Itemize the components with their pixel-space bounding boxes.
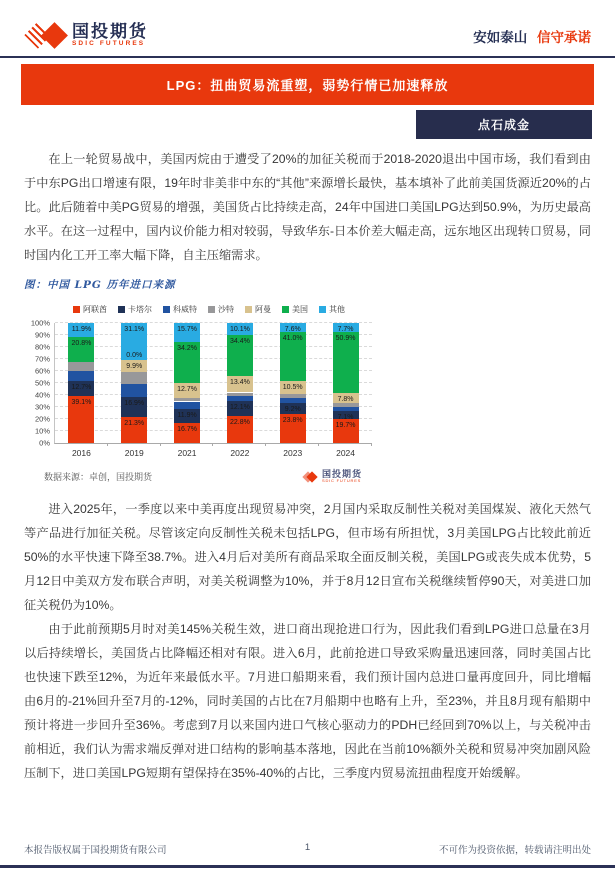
bar-segment bbox=[121, 372, 147, 384]
x-axis-tick-label: 2022 bbox=[230, 448, 250, 458]
data-label: 22.8% bbox=[229, 418, 250, 426]
slogan-left: 安如泰山 bbox=[473, 30, 528, 45]
paragraph-3: 由于此前预期5月时对美145%关税生效，进口商出现抢进口行为，因此我们看到LPG进口总量在3月以后持续增长，美国货占比降幅还相对有限。进入6月，此前抢进口导致采购量迅速回落，同时美国占比也快速下跌至12%，为近年来最低水平。7月进口船期来看，我们预计国内总进口量再度回升，同比增幅由6月的-21%回升至7月的-12%，同时美国的占比在7月船期中也略有上升，至23%，并且8月现有船期中预计将进一步回升至36%。考虑到7月以来国内进口气核心驱动力的PDH已经回到70%以上，与关税冲击前相近，我们认为需求端反弹对进口结构的影响基本落地，因此在当前10%额外关税和贸易冲突加剧风险压制下，进口美国LPG短期有望保持在35%-40%的占比，三季度内贸易流扭曲程度开始缓解。 bbox=[24, 622, 591, 780]
data-label: 7.6% bbox=[284, 326, 301, 333]
legend-item bbox=[118, 304, 152, 315]
data-label: 39.1% bbox=[71, 399, 92, 407]
watermark-name-en: SDIC FUTURES bbox=[321, 478, 362, 483]
legend-item bbox=[73, 304, 107, 315]
legend-label: 卡塔尔 bbox=[128, 305, 152, 314]
bar-segment bbox=[227, 393, 253, 397]
data-label: 20.8% bbox=[71, 340, 92, 348]
bar-segment bbox=[68, 362, 94, 371]
data-label: 21.3% bbox=[124, 420, 145, 428]
x-axis-tick bbox=[371, 443, 372, 446]
figure-block bbox=[24, 277, 372, 483]
legend-swatch-icon bbox=[319, 306, 326, 313]
legend-swatch-icon bbox=[245, 306, 252, 313]
bar-segment bbox=[121, 384, 147, 397]
y-axis-tick-label: 100% bbox=[30, 318, 50, 328]
data-label: 31.1% bbox=[124, 326, 145, 333]
logo-name-cn: 国投期货 bbox=[72, 22, 148, 42]
legend-label: 阿联酋 bbox=[83, 305, 107, 314]
legend-label: 沙特 bbox=[218, 305, 234, 314]
y-axis-tick-label: 30% bbox=[34, 402, 50, 412]
stacked-bar bbox=[227, 323, 253, 443]
paragraph-1: 在上一轮贸易战中，美国丙烷由于遭受了20%的加征关税而于2018-2020退出中国市场，我们看到由于中东PG出口增速有限，19年时非美非中东的“其他”来源增长最快，基本填补了此前美国货源近20%的占比。此后随着中美PG贸易的增强，美国货占比持续走高，24年中国进口美国LPG达到50.9%，为历史最高水平。在这一过程中，国内议价能力相对较弱，导致华东-日本价差大幅走高，远东地区出现转口贸易，同时国内化工开工率大幅下降，自主压缩需求。 bbox=[24, 152, 591, 262]
data-label: 16.7% bbox=[177, 425, 197, 433]
legend-label: 阿曼 bbox=[255, 305, 271, 314]
chart-plot bbox=[54, 323, 372, 458]
legend-item bbox=[245, 304, 271, 315]
data-label: 16.9% bbox=[124, 400, 145, 408]
figure-caption: 图：中国 LPG 历年进口来源 bbox=[24, 279, 176, 291]
watermark-logo bbox=[304, 470, 362, 483]
data-label: 41.0% bbox=[282, 335, 303, 343]
x-axis-tick-label: 2024 bbox=[336, 448, 356, 458]
logo-diamond-icon bbox=[41, 22, 68, 49]
legend-label: 科威特 bbox=[173, 305, 197, 314]
data-label: 10.5% bbox=[282, 384, 303, 392]
data-label: 7.8% bbox=[337, 396, 354, 404]
legend-label: 其他 bbox=[329, 305, 345, 314]
bar-segment bbox=[280, 398, 306, 403]
y-axis-tick-label: 60% bbox=[34, 366, 50, 376]
bar-segment bbox=[280, 394, 306, 398]
data-label: 34.4% bbox=[229, 338, 250, 346]
data-label: 9.2% bbox=[284, 406, 301, 414]
stacked-bar bbox=[68, 323, 94, 443]
legend-swatch-icon bbox=[208, 306, 215, 313]
legend-item bbox=[319, 304, 345, 315]
legend-item bbox=[282, 304, 308, 315]
bar-segment bbox=[333, 407, 359, 411]
legend-swatch-icon bbox=[282, 306, 289, 313]
legend-swatch-icon bbox=[73, 306, 80, 313]
page-number: 1 bbox=[304, 842, 311, 853]
data-label: 13.4% bbox=[229, 379, 250, 387]
data-label: 34.2% bbox=[177, 344, 197, 352]
bar-segment bbox=[174, 402, 200, 409]
data-label: 11.9% bbox=[71, 326, 92, 333]
stacked-bar bbox=[174, 323, 200, 443]
chart-y-axis bbox=[24, 318, 54, 448]
bar-segment bbox=[174, 398, 200, 401]
y-axis-tick-label: 20% bbox=[34, 414, 50, 424]
page-footer bbox=[0, 842, 615, 856]
legend-item bbox=[208, 304, 234, 315]
x-axis-tick-label: 2019 bbox=[124, 448, 144, 458]
header-divider bbox=[0, 56, 615, 58]
legend-swatch-icon bbox=[163, 306, 170, 313]
data-label: 10.1% bbox=[229, 326, 250, 333]
data-label: 15.7% bbox=[177, 326, 197, 333]
slogan-right: 信守承诺 bbox=[537, 30, 591, 45]
y-axis-tick-label: 40% bbox=[34, 390, 50, 400]
x-axis-tick bbox=[265, 443, 266, 446]
legend-swatch-icon bbox=[118, 306, 125, 313]
data-label: 50.9% bbox=[335, 335, 356, 343]
bar-segment bbox=[68, 371, 94, 381]
y-axis-tick-label: 80% bbox=[34, 342, 50, 352]
paragraph-2: 进入2025年，一季度以来中美再度出现贸易冲突，2月国内采取反制性关税对美国煤炭、液化天然气等产品进行加征关税。尽管该定向反制性关税未包括LPG，但市场有所担忧，3月美国LPG占比较此前近50%的水平快速下降至38.7%。进入4月后对美所有商品采取全面反制关税，美国LPG或丧失成本优势，5月12日中美双方发布联合声明，对美关税调整为10%，并于8月12日宣布关税继续暂停90天，对美进口加征关税仍为10%。 bbox=[24, 502, 591, 612]
footer-disclaimer: 不可作为投资依据，转载请注明出处 bbox=[438, 845, 591, 856]
page-header bbox=[0, 0, 615, 56]
x-axis-tick-label: 2016 bbox=[71, 448, 91, 458]
x-axis-tick-label: 2023 bbox=[283, 448, 303, 458]
data-label: 12.7% bbox=[177, 385, 197, 393]
bar-column bbox=[319, 323, 372, 458]
column-badge: 点石成金 bbox=[416, 110, 592, 139]
stacked-bar bbox=[121, 323, 147, 443]
watermark-name-cn: 国投期货 bbox=[321, 469, 362, 479]
logo-name-en: SDIC FUTURES bbox=[72, 40, 146, 48]
legend-label: 美国 bbox=[292, 305, 308, 314]
report-body bbox=[0, 139, 615, 785]
data-label: 12.1% bbox=[229, 404, 250, 412]
data-source-note: 数据来源：卓创，国投期货 bbox=[44, 472, 153, 482]
company-slogan bbox=[473, 26, 591, 49]
chart-legend bbox=[46, 304, 372, 315]
y-axis-tick-label: 10% bbox=[34, 426, 50, 436]
data-label: 19.7% bbox=[335, 422, 356, 430]
x-axis-tick bbox=[318, 443, 319, 446]
stacked-bar bbox=[280, 323, 306, 443]
data-label: 7.7% bbox=[337, 326, 354, 333]
footer-divider bbox=[0, 865, 615, 868]
x-axis-tick bbox=[107, 443, 108, 446]
y-axis-tick-label: 0% bbox=[39, 438, 50, 448]
bar-column bbox=[108, 323, 161, 458]
y-axis-tick-label: 90% bbox=[34, 330, 50, 340]
x-axis-tick bbox=[160, 443, 161, 446]
data-label: 23.8% bbox=[282, 417, 303, 425]
data-label: 9.9% bbox=[126, 363, 143, 371]
bar-column bbox=[266, 323, 319, 458]
report-title-banner: LPG：扭曲贸易流重塑，弱势行情已加速释放 bbox=[21, 64, 594, 105]
company-logo bbox=[24, 22, 148, 49]
bar-column bbox=[55, 323, 108, 458]
x-axis-tick bbox=[212, 443, 213, 446]
data-label: 7.1% bbox=[337, 413, 354, 421]
data-label: 12.7% bbox=[71, 383, 92, 391]
bar-column bbox=[161, 323, 214, 458]
y-axis-tick-label: 50% bbox=[34, 378, 50, 388]
data-label: 11.9% bbox=[177, 411, 197, 419]
footer-copyright: 本报告版权属于国投期货有限公司 bbox=[24, 845, 167, 856]
x-axis-tick-label: 2021 bbox=[177, 448, 197, 458]
y-axis-tick-label: 70% bbox=[34, 354, 50, 364]
legend-item bbox=[163, 304, 197, 315]
bar-column bbox=[213, 323, 266, 458]
bar-segment bbox=[227, 396, 253, 401]
data-label: 0.0% bbox=[126, 352, 143, 360]
stacked-bar bbox=[333, 323, 359, 443]
